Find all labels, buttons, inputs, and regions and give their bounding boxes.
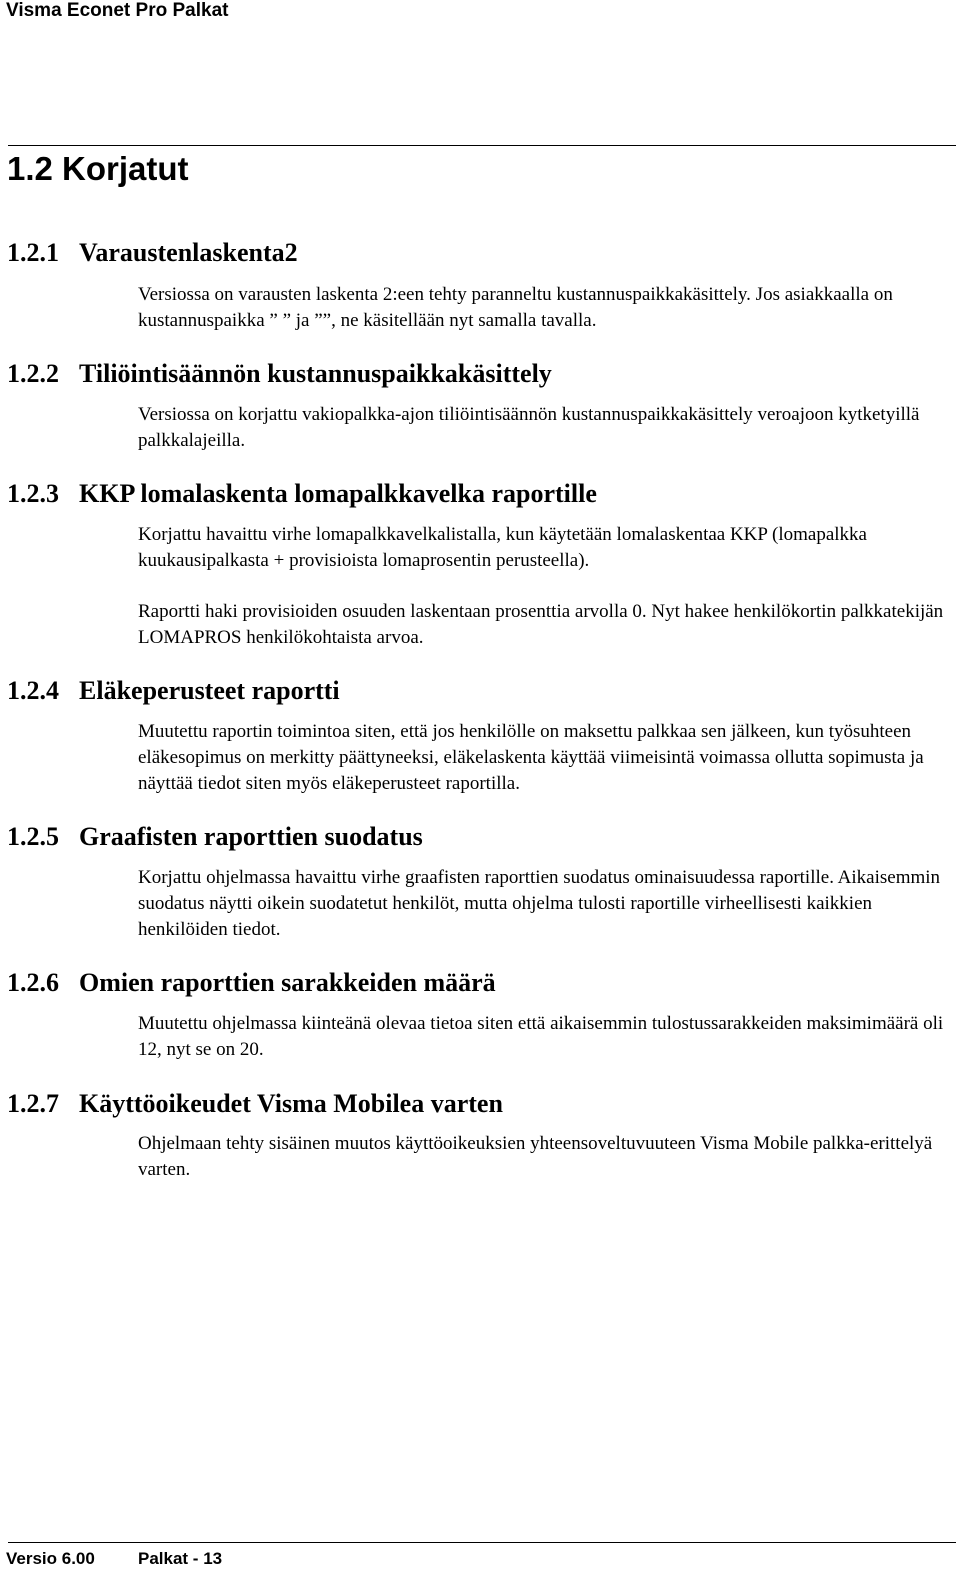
section-number: 1.2.4 <box>7 676 59 705</box>
section-title: Käyttöoikeudet Visma Mobilea varten <box>79 1089 503 1118</box>
section-number: 1.2.1 <box>7 238 59 267</box>
section-paragraph: Raportti haki provisioiden osuuden laskentaan prosenttia arvolla 0. Nyt hakee henkilökortin palkkatekijän LOMAPROS henkilökohtaista arvoa. <box>138 601 944 648</box>
section-heading <box>7 968 496 998</box>
chapter-title: 1.2 Korjatut <box>7 150 189 187</box>
section-paragraph: Versiossa on varausten laskenta 2:een tehty paranneltu kustannuspaikkakäsittely. Jos asiakkaalla on kustannuspaikka ” ” ja ””, ne käsitellään nyt samalla tavalla. <box>138 284 893 331</box>
chapter-divider <box>8 145 956 146</box>
section-number: 1.2.7 <box>7 1089 59 1118</box>
section-title: KKP lomalaskenta lomapalkkavelka raportille <box>79 479 597 508</box>
section-paragraph: Korjattu ohjelmassa havaittu virhe graafisten raporttien suodatus ominaisuudessa raportille. Aikaisemmin suodatus näytti oikein suodatetut henkilöt, mutta ohjelma tulosti raportille virheellisesti kaikkien henkilöiden tiedot. <box>138 867 941 940</box>
section-heading <box>7 359 552 389</box>
section-paragraph: Ohjelmaan tehty sisäinen muutos käyttöoikeuksien yhteensoveltuvuuteen Visma Mobile palkka-erittelyä varten. <box>138 1133 933 1180</box>
section-heading <box>7 1089 503 1119</box>
section-number: 1.2.2 <box>7 359 59 388</box>
section-paragraph: Muutettu raportin toimintoa siten, että jos henkilölle on maksettu palkkaa sen jälkeen, kun työsuhteen eläkesopimus on merkitty päättyneeksi, eläkelaskenta käyttää viimeisintä voimassa ollutta sopimusta ja näyttää tiedot siten myös eläkeperusteet raportilla. <box>138 721 924 794</box>
section-heading <box>7 479 597 509</box>
section-heading <box>7 822 423 852</box>
footer-version: Versio 6.00 <box>6 1549 95 1568</box>
section-title: Omien raporttien sarakkeiden määrä <box>79 968 496 997</box>
section-paragraph: Muutettu ohjelmassa kiinteänä olevaa tietoa siten että aikaisemmin tulostussarakkeiden maksimimäärä oli 12, nyt se on 20. <box>138 1013 944 1060</box>
section-title: Varaustenlaskenta2 <box>79 238 298 267</box>
section-title: Eläkeperusteet raportti <box>79 676 340 705</box>
section-number: 1.2.6 <box>7 968 59 997</box>
section-title: Tiliöintisäännön kustannuspaikkakäsittely <box>79 359 552 388</box>
section-number: 1.2.3 <box>7 479 59 508</box>
section-heading <box>7 676 340 706</box>
footer-divider <box>8 1542 956 1543</box>
section-number: 1.2.5 <box>7 822 59 851</box>
section-heading <box>7 238 298 268</box>
footer-page-number: Palkat - 13 <box>138 1549 223 1568</box>
section-paragraph: Korjattu havaittu virhe lomapalkkavelkalistalla, kun käytetään lomalaskentaa KKP (lomapalkka kuukausipalkasta + provisioista lomaprosentin perusteella). <box>138 524 867 571</box>
document-header-title: Visma Econet Pro Palkat <box>6 0 229 21</box>
section-title: Graafisten raporttien suodatus <box>79 822 423 851</box>
section-paragraph: Versiossa on korjattu vakiopalkka-ajon tiliöintisäännön kustannuspaikkakäsittely veroajoon kytketyillä palkkalajeilla. <box>138 404 920 451</box>
